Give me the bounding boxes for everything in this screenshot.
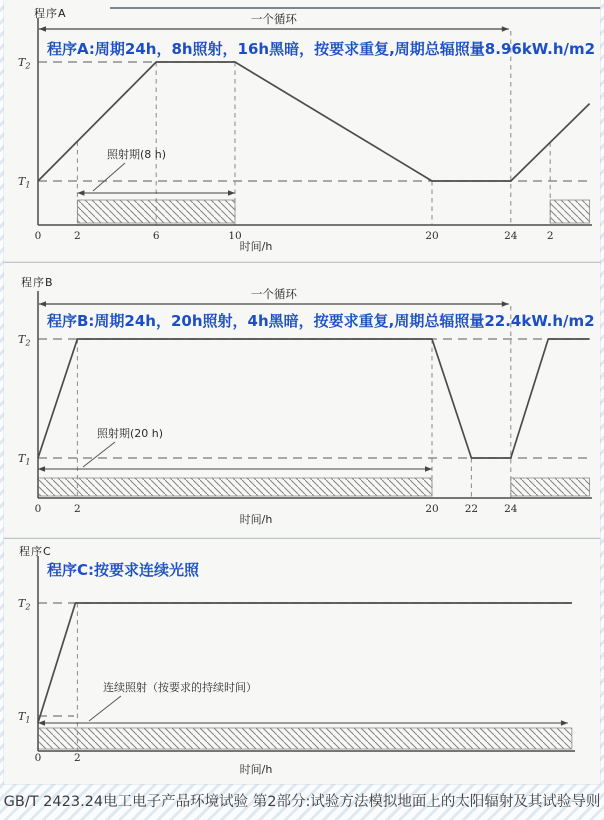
svg-text:20: 20 — [425, 503, 439, 515]
svg-text:2: 2 — [74, 230, 81, 242]
procedure-c-panel — [4, 538, 600, 784]
svg-text:2: 2 — [546, 230, 554, 242]
svg-text:T1: $T_1$ — [18, 452, 31, 467]
svg-text:T1: $T_1$ — [18, 710, 31, 725]
svg-text:T1: $T_1$ — [18, 175, 31, 190]
svg-text:照射期(20 h): 照射期(20 h) — [97, 427, 164, 440]
procedure-a-annotation: 程序A:周期24h，8h照射，16h黑暗，按要求重复,周期总辐照量8.96kW.h/m2 — [47, 40, 596, 58]
svg-text:一个循环: 一个循环 — [250, 12, 297, 26]
svg-text:22: 22 — [464, 503, 479, 515]
procedure-b-annotation: 程序B:周期24h，20h照射，4h黑暗，按要求重复,周期总辐照量22.4kW.h/m2 — [47, 312, 595, 330]
svg-text:时间/h: 时间/h — [239, 513, 273, 526]
svg-text:10: 10 — [228, 230, 242, 242]
procedure-c-title: 程序C — [19, 545, 52, 558]
svg-text:时间/h: 时间/h — [239, 240, 273, 253]
procedure-c-annotation: 程序C:按要求连续光照 — [47, 561, 200, 579]
svg-text:照射期(8 h): 照射期(8 h) — [107, 148, 167, 161]
procedure-b-title: 程序B — [21, 276, 54, 289]
svg-text:24: 24 — [504, 230, 518, 242]
svg-text:2: 2 — [74, 752, 81, 764]
svg-text:24: 24 — [504, 503, 518, 515]
svg-text:连续照射（按要求的持续时间）: 连续照射（按要求的持续时间） — [103, 681, 257, 694]
svg-text:0: 0 — [34, 503, 42, 515]
procedure-b-chart — [4, 263, 600, 539]
svg-text:时间/h: 时间/h — [239, 763, 273, 776]
svg-text:T2: $T_2$ — [18, 597, 31, 612]
svg-text:0: 0 — [34, 752, 42, 764]
standard-title: GB/T 2423.24电工电子产品环境试验 第2部分:试验方法模拟地面上的太阳辐射及其试验导则 — [3, 794, 601, 810]
procedure-b-panel — [4, 262, 600, 539]
procedure-a-title: 程序A — [34, 7, 67, 20]
svg-text:2: 2 — [74, 503, 81, 515]
svg-text:T2: $T_2$ — [18, 333, 31, 348]
svg-text:一个循环: 一个循环 — [250, 287, 297, 301]
svg-text:20: 20 — [425, 230, 439, 242]
svg-text:0: 0 — [34, 230, 42, 242]
procedure-a-panel — [4, 0, 600, 262]
svg-text:T2: $T_2$ — [18, 56, 31, 71]
svg-text:6: 6 — [152, 230, 160, 242]
